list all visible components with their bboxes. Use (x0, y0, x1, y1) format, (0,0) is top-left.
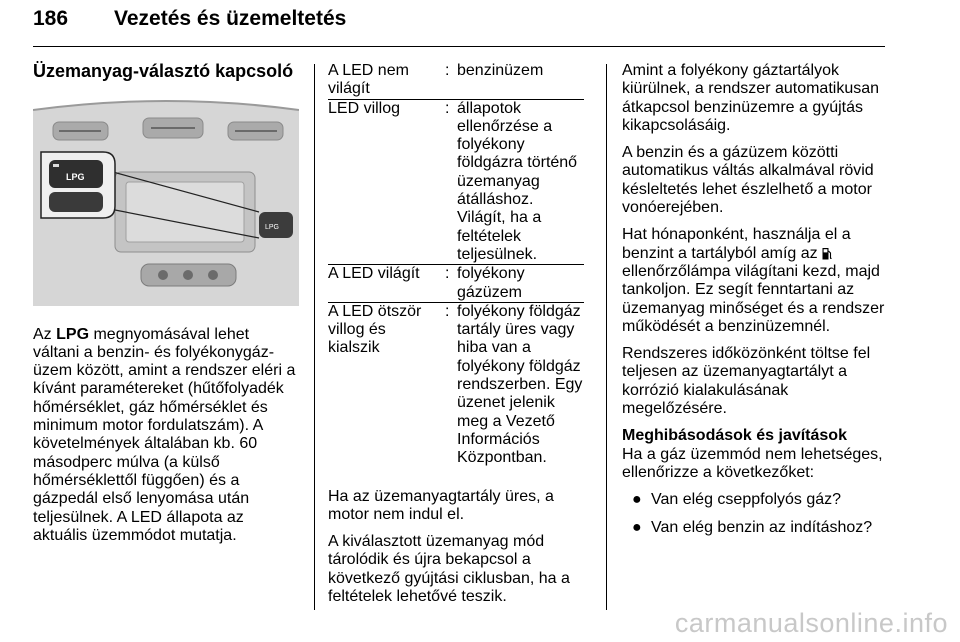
bullet-icon: ● (632, 518, 642, 536)
paragraph: A kiválasztott üzemanyag mód tárolódik és újra bekapcsol a következő gyújtási ciklusban, ha a feltételek lehetővé teszik. (328, 533, 570, 606)
led-status-table (328, 62, 584, 468)
header-rule (33, 46, 885, 47)
svg-text:LPG: LPG (265, 224, 280, 232)
column-2 (328, 62, 590, 615)
column-1 (33, 62, 299, 554)
paragraph: Amint a folyékony gáztartályok kiürülnek, a rendszer automatikusan átkapcsol benzinüzemre a gyújtás kikapcsolásáig. (622, 62, 880, 134)
column-divider-2 (606, 64, 607, 610)
dashboard-illustration (33, 94, 299, 306)
table-row: A LED ötször villog és kialszik : folyékony földgáz tartály üres vagy hiba van a folyékony földgáz rendszerben. Egy üzenet jelenik meg a Vezető Információs Központban. (328, 302, 583, 467)
column-3 (622, 62, 888, 546)
table-row: LED villog : állapotok ellenőrzése a folyékony földgázra történő üzemanyag átálláshoz. Világít, ha a feltételek teljesülnek. (328, 99, 584, 265)
list-item: ● Van elég cseppfolyós gáz? (632, 491, 842, 509)
page-title: Vezetés és üzemeltetés (114, 7, 347, 30)
paragraph: Ha az üzemanyagtartály üres, a motor nem indul el. (328, 487, 554, 523)
page-header (33, 4, 885, 48)
table-row: A LED nem világít : benzinüzem (328, 62, 544, 98)
fuel-pump-icon (822, 247, 832, 260)
intro-paragraph: Az LPG megnyomásával lehet váltani a benzin- és folyékonygáz-üzem között, amint a rendszer eléri a kívánt paramétereket (hűtőfolyadék hőmérséklet, gáz hőmérséklet és minimum motor fordulatszám). A követelmények általában kb. 60 másodperc múlva (a külső hőmérséklettől függően) és a gázpedál első lenyomása után teljesülnek. A LED állapota az aktuális üzemmódot mutatja. (33, 325, 296, 544)
subheading: Meghibásodások és javítások (622, 427, 847, 445)
column-divider-1 (314, 64, 315, 610)
svg-text:LPG: LPG (66, 172, 85, 183)
list-item: ● Van elég benzin az indításhoz? (632, 518, 873, 536)
page-number: 186 (33, 7, 69, 30)
paragraph: Ha a gáz üzemmód nem lehetséges, ellenőrizze a következőket: (622, 445, 883, 481)
table-row: A LED világít : folyékony gázüzem (328, 265, 584, 303)
paragraph: Rendszeres időközönként töltse fel teljesen az üzemanyagtartályt a korrózió kialakulásának megelőzésére. (622, 345, 871, 418)
lpg-button-label: LPG (56, 325, 90, 343)
bullet-icon: ● (632, 491, 642, 509)
paragraph: Hat hónaponként, használja el a benzint a tartályból amíg az ellenőrzőlámpa világítani kezd, majd tankoljon. Ez segít fenntartani az üzemanyag minőséget és a rendszer működését a benzinüzemnél. (622, 226, 885, 335)
checklist (622, 491, 888, 537)
section-title: Üzemanyag-választó kapcsoló (33, 61, 294, 81)
paragraph: A benzin és a gázüzem közötti automatikus váltás alkalmával rövid késleltetés lehet észlelhető a motor vonóerejében. (622, 144, 874, 217)
watermark: carmanualsonline.info (674, 608, 948, 638)
